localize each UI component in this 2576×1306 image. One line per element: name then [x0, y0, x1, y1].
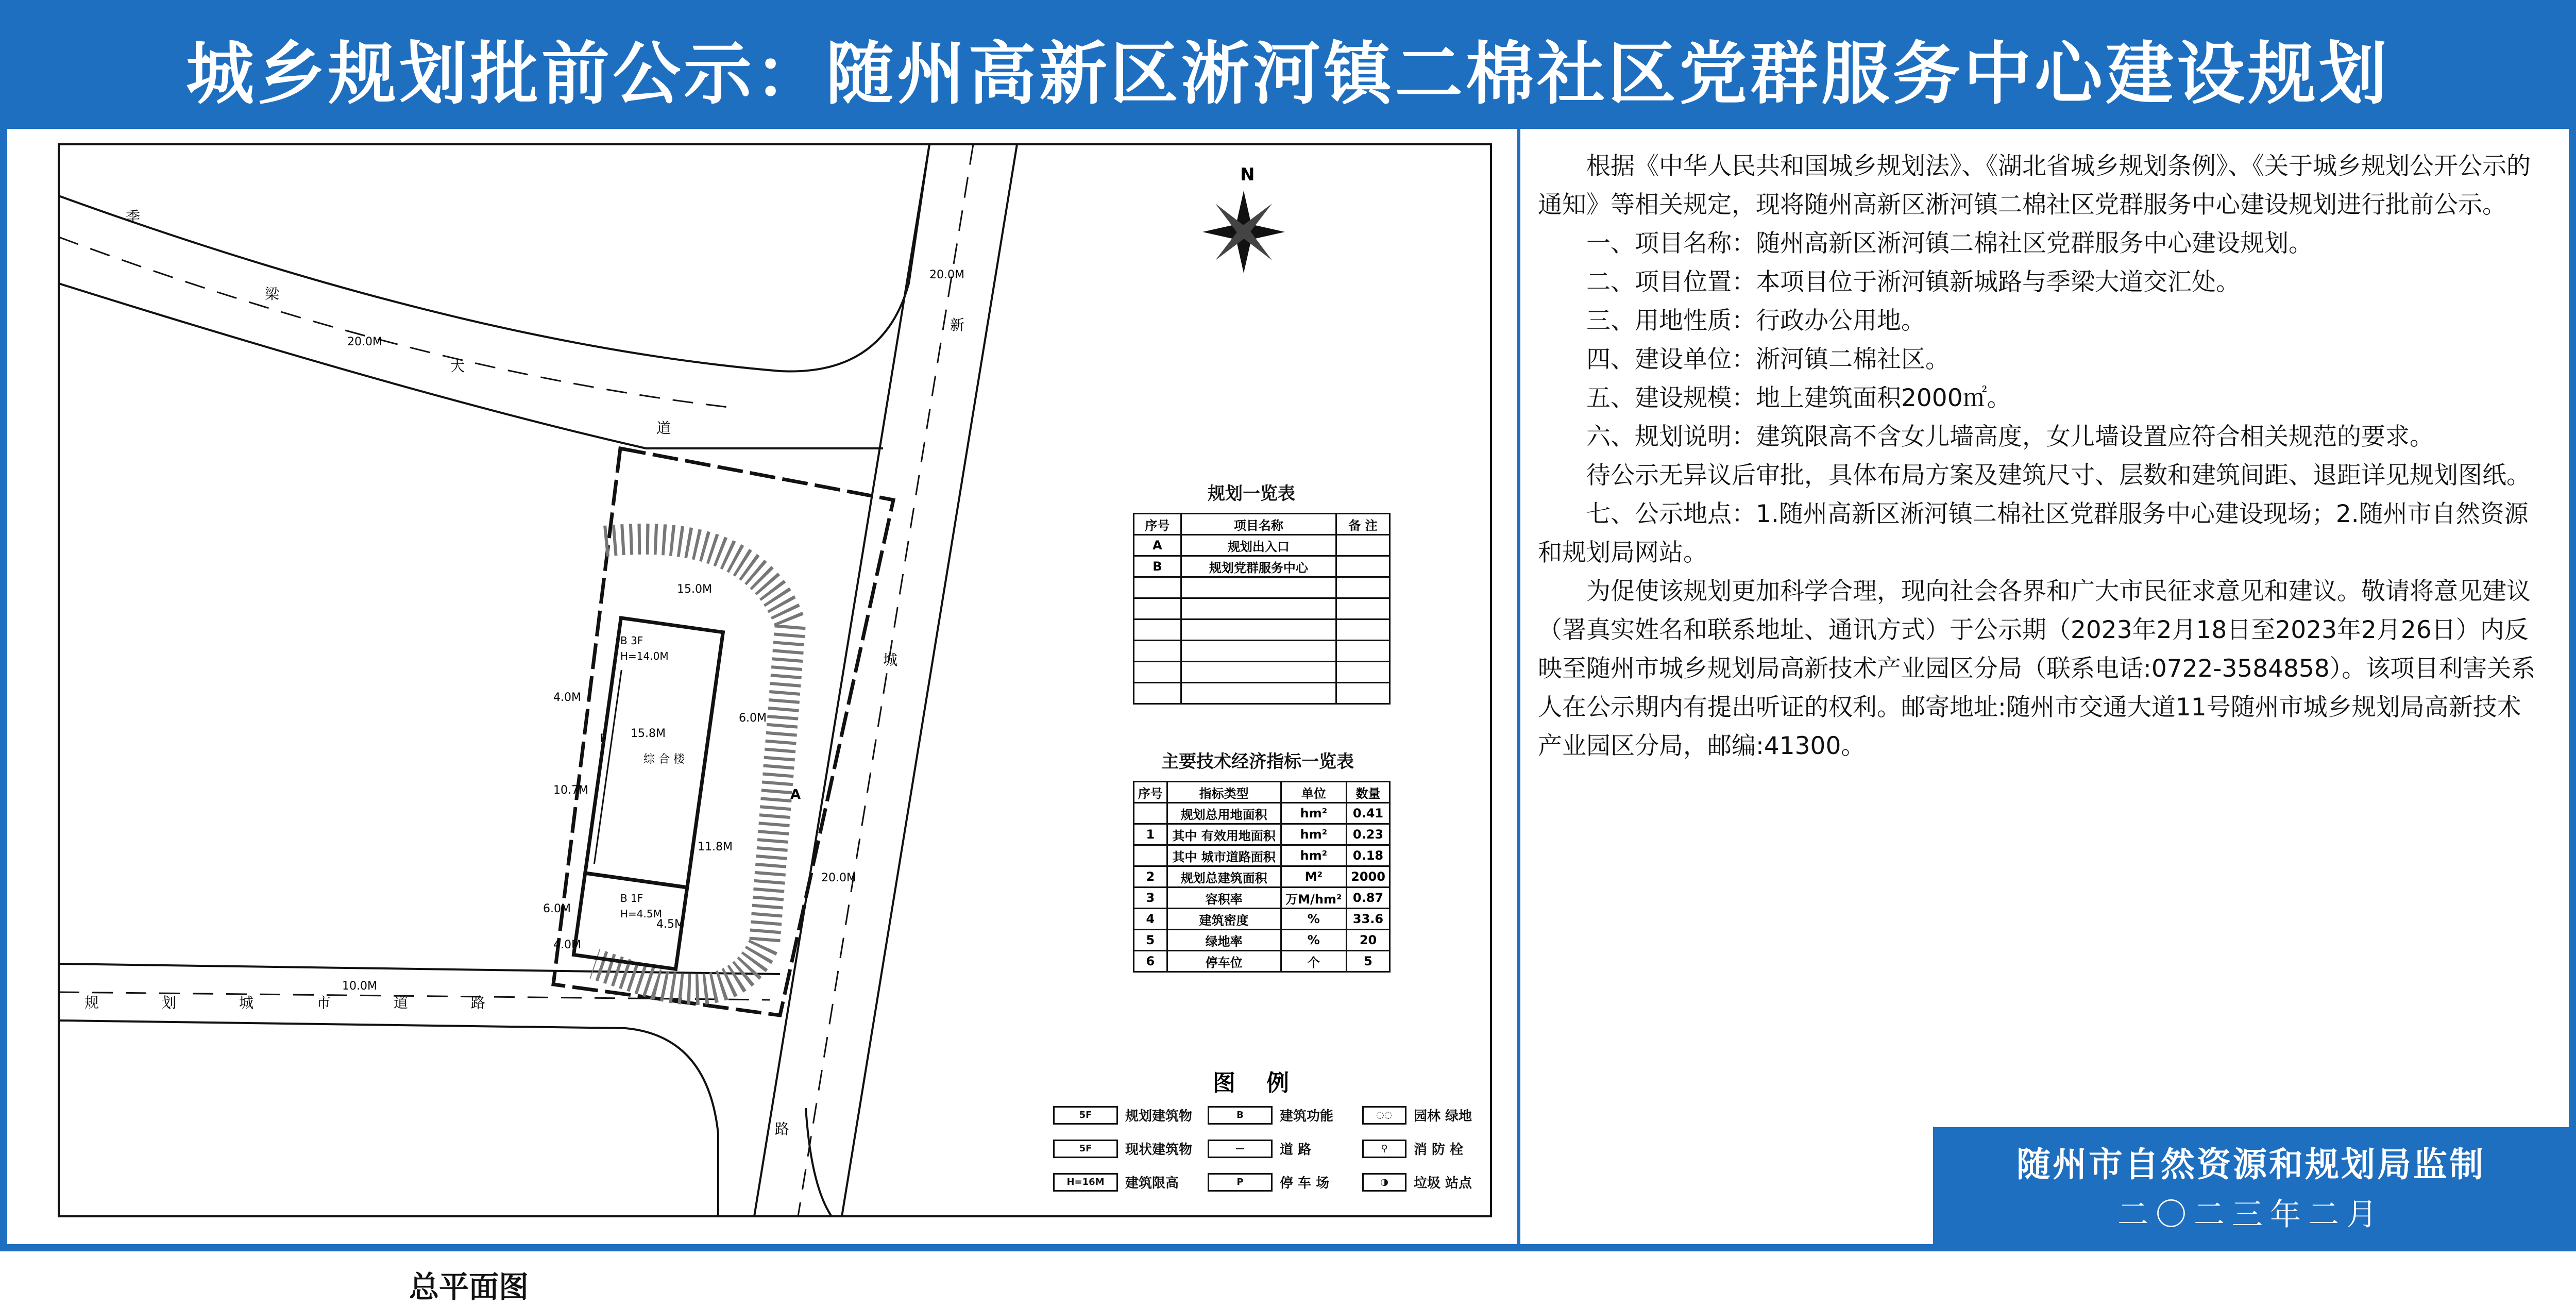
notice-paragraph: 为促使该规划更加科学合理，现向社会各界和广大市民征求意见和建议。敬请将意见建议（署真实姓名和联系地址、通讯方式）于公示期（2023年2月18日至2023年2月26日）内反映至随州市城乡规划局高新技术产业园区分局（联系电话:0722-3584858）。该项目利害关系人在公示期内有提出听证的权利。邮寄地址:随州市交通大道11号随州市城乡规划局高新技术产业园区分局，邮编:41300。	[1538, 577, 2536, 760]
road-label-da: 大	[450, 358, 465, 375]
table-row: 5 绿地率 % 20	[1134, 930, 1390, 951]
footer-date: 二〇二三年二月	[2117, 1197, 2384, 1233]
width-label-3: 20.0M	[347, 336, 382, 348]
road-centerline-vertical	[798, 144, 973, 1216]
legend-item: — 道 路	[1208, 1139, 1311, 1158]
dim-4: 6.0M	[739, 712, 767, 725]
dim-7: 6.0M	[543, 902, 571, 915]
width-label-4: 10.0M	[342, 980, 377, 993]
tech-table-header	[1134, 782, 1390, 803]
north-label: N	[1240, 164, 1255, 185]
table-row: 3 容积率 万M/hm² 0.87	[1134, 888, 1390, 909]
entrance-label: A	[790, 787, 801, 802]
building-top-label: B 3F	[620, 634, 643, 647]
dim-3: 15.8M	[631, 727, 666, 740]
road-label-cheng2: 城	[239, 994, 254, 1011]
legend-item: 5F 规划建筑物	[1053, 1106, 1192, 1125]
empty-row	[1134, 619, 1390, 641]
col-name: 项目名称	[1181, 514, 1336, 535]
empty-row	[1134, 641, 1390, 662]
green-belt	[595, 539, 790, 990]
road-edge-lower	[59, 283, 883, 448]
cell	[1336, 535, 1390, 556]
table-row	[1134, 535, 1390, 556]
road-corner	[806, 1108, 832, 1216]
notice-paragraph: 三、用地性质：行政办公用地。	[1586, 307, 1925, 335]
plan-table-header	[1134, 514, 1390, 535]
north-arrow	[1202, 191, 1285, 273]
empty-row	[1134, 683, 1390, 704]
table-row: 6 停车位 个 5	[1134, 951, 1390, 972]
cell: A	[1134, 535, 1181, 556]
parking-label: P	[600, 732, 607, 745]
col-index: 序号	[1134, 782, 1167, 803]
road-label-lu2: 路	[471, 994, 486, 1011]
building-name: 综 合 楼	[643, 753, 685, 766]
dim-1: 15.0M	[677, 583, 712, 596]
tech-table-title: 主要技术经济指标一览表	[1161, 751, 1354, 772]
road-centerline	[59, 237, 728, 407]
empty-row	[1134, 662, 1390, 683]
road-label-lu: 路	[775, 1120, 790, 1137]
notice-text	[1538, 147, 2543, 765]
legend-title: 图例	[1213, 1070, 1320, 1096]
notice-paragraph: 二、项目位置：本项目位于淅河镇新城路与季梁大道交汇处。	[1586, 268, 2240, 296]
notice-paragraph: 根据《中华人民共和国城乡规划法》、《湖北省城乡规划条例》、《关于城乡规划公开公示的通知》等相关规定，现将随州高新区淅河镇二棉社区党群服务中心建设规划进行批前公示。	[1538, 152, 2531, 219]
road-label-xin: 新	[950, 316, 965, 333]
legend-item: B 建筑功能	[1208, 1106, 1333, 1125]
notice-paragraph: 五、建设规模：地上建筑面积2000㎡。	[1586, 384, 2011, 412]
empty-row	[1134, 577, 1390, 598]
map-caption: 总平面图	[409, 1269, 529, 1304]
footer-box	[1933, 1127, 2569, 1244]
legend-item: ⚲ 消 防 栓	[1362, 1139, 1463, 1158]
table-row: 1 其中 有效用地面积 hm² 0.23	[1134, 824, 1390, 845]
table-row: 其中 城市道路面积 hm² 0.18	[1134, 845, 1390, 866]
cell: 规划党群服务中心	[1181, 556, 1336, 577]
col-value: 数量	[1347, 782, 1390, 803]
bottom-road-edge-2	[59, 1020, 718, 1216]
cell: B	[1134, 556, 1181, 577]
width-label-1: 20.0M	[929, 269, 964, 281]
road-label-hua: 划	[162, 994, 177, 1011]
tech-table	[1133, 781, 1391, 973]
col-unit: 单位	[1281, 782, 1346, 803]
road-label-dao: 道	[656, 420, 671, 437]
table-row: 规划总用地面积 hm² 0.41	[1134, 803, 1390, 824]
road-edge-right-2	[842, 144, 1017, 1216]
empty-row	[1134, 598, 1390, 619]
column-divider	[1517, 129, 1520, 1244]
col-type: 指标类型	[1167, 782, 1281, 803]
road-label-ji: 季	[126, 208, 141, 225]
building-bottom-height: H=4.5M	[620, 908, 662, 920]
dim-9: 4.5M	[656, 918, 684, 931]
page-title: 城乡规划批前公示：随州高新区淅河镇二棉社区党群服务中心建设规划	[186, 35, 2390, 114]
col-note: 备 注	[1336, 514, 1390, 535]
dim-6: 11.8M	[698, 841, 733, 853]
plan-table	[1133, 513, 1391, 705]
dim-8: 4.0M	[553, 939, 581, 951]
notice-paragraph: 一、项目名称：随州高新区淅河镇二棉社区党群服务中心建设规划。	[1586, 229, 2313, 258]
col-index: 序号	[1134, 514, 1181, 535]
title-bar	[7, 7, 2569, 129]
width-label-2: 20.0M	[821, 872, 856, 884]
road-edge-upper	[59, 144, 929, 372]
road-label-liang: 梁	[265, 286, 280, 303]
dim-2: 4.0M	[553, 691, 581, 704]
footer-org: 随州市自然资源和规划局监制	[2016, 1145, 2485, 1184]
road-label-gui: 规	[84, 994, 99, 1011]
road-label-shi: 市	[316, 994, 331, 1011]
cell: 规划出入口	[1181, 535, 1336, 556]
notice-paragraph: 六、规划说明：建筑限高不含女儿墙高度，女儿墙设置应符合相关规范的要求。	[1586, 423, 2434, 451]
table-row	[1134, 556, 1390, 577]
legend-item: 5F 现状建筑物	[1053, 1139, 1192, 1158]
road-edge-right-1	[754, 144, 929, 1216]
legend-item: H=16M 建筑限高	[1053, 1173, 1179, 1192]
table-row: 2 规划总建筑面积 M² 2000	[1134, 866, 1390, 888]
road-label-dao2: 道	[394, 994, 409, 1011]
legend-item: P 停 车 场	[1208, 1173, 1329, 1192]
dim-5: 10.7M	[553, 784, 588, 797]
notice-paragraph: 四、建设单位：淅河镇二棉社区。	[1586, 345, 1950, 374]
notice-paragraph: 七、公示地点：1.随州高新区淅河镇二棉社区党群服务中心建设现场；2.随州市自然资源和规划局网站。	[1538, 500, 2529, 567]
cell	[1336, 556, 1390, 577]
plan-table-title: 规划一览表	[1208, 483, 1295, 504]
table-row: 4 建筑密度 % 33.6	[1134, 909, 1390, 930]
road-label-cheng: 城	[883, 651, 898, 668]
notice-paragraph: 待公示无异议后审批，具体布局方案及建筑尺寸、层数和建筑间距、退距详见规划图纸。	[1586, 461, 2531, 490]
building-top-height: H=14.0M	[620, 650, 669, 662]
building-bottom-label: B 1F	[620, 892, 643, 905]
legend-item: ◑ 垃圾 站点	[1362, 1173, 1472, 1192]
legend-item: ◌◌ 园林 绿地	[1362, 1106, 1472, 1125]
site-plan-area	[7, 129, 1517, 1304]
